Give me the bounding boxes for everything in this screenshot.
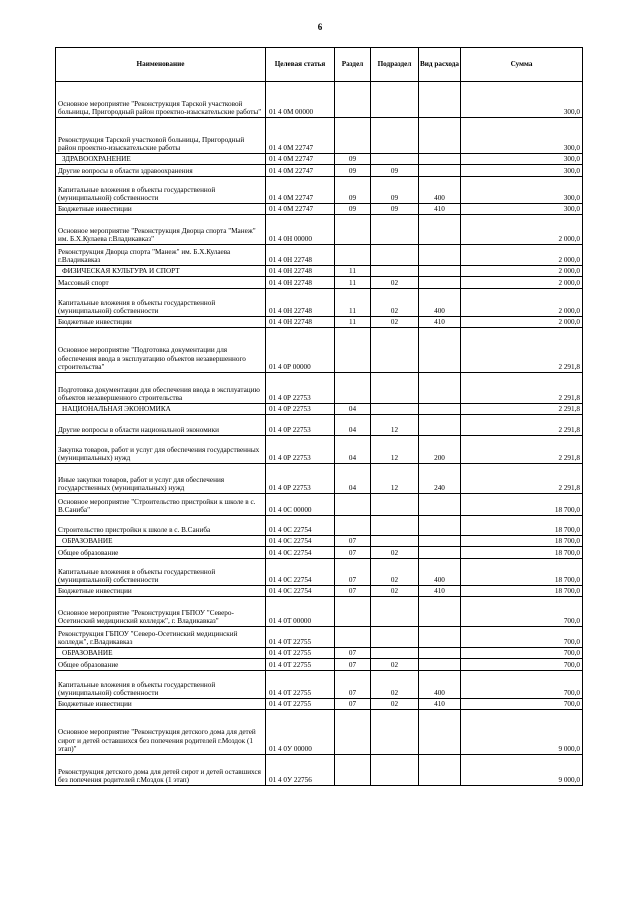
row-name-cell: Бюджетные инвестиции <box>56 204 266 215</box>
row-amount-cell: 18 700,0 <box>461 516 583 536</box>
row-name-cell: ОБРАЗОВАНИЕ <box>56 648 266 659</box>
row-subsection-cell <box>371 266 419 277</box>
row-target-cell: 01 4 0С 22754 <box>266 547 335 559</box>
row-section-cell: 07 <box>335 671 371 699</box>
row-amount-cell: 2 291,8 <box>461 404 583 415</box>
row-amount-cell: 700,0 <box>461 659 583 671</box>
table-row <box>56 165 583 177</box>
row-amount-cell: 18 700,0 <box>461 586 583 597</box>
row-expense-type-cell: 400 <box>419 559 461 586</box>
table-row <box>56 373 583 404</box>
row-expense-type-cell: 400 <box>419 177 461 204</box>
row-name-cell: Реконструкция детского дома для детей сирот и детей оставшихся без попечения родителей г.Моздок (1 этап) <box>56 755 266 786</box>
row-name-cell: Бюджетные инвестиции <box>56 699 266 710</box>
row-subsection-cell: 02 <box>371 659 419 671</box>
row-amount-cell: 700,0 <box>461 627 583 648</box>
table-row <box>56 245 583 266</box>
table-header-row <box>56 48 583 82</box>
row-name-cell: Основное мероприятие "Реконструкция Дворца спорта "Манеж" им. Б.Х.Кулаева г.Владикавказ" <box>56 215 266 245</box>
header-subsection: Подраздел <box>371 48 419 82</box>
row-subsection-cell <box>371 215 419 245</box>
header-name: Наименование <box>56 48 266 82</box>
row-section-cell <box>335 710 371 755</box>
row-section-cell: 11 <box>335 277 371 289</box>
row-target-cell: 01 4 0Р 22753 <box>266 436 335 464</box>
row-amount-cell: 2 291,8 <box>461 373 583 404</box>
row-subsection-cell <box>371 536 419 547</box>
row-target-cell: 01 4 0М 22747 <box>266 118 335 154</box>
row-subsection-cell: 09 <box>371 204 419 215</box>
row-expense-type-cell <box>419 755 461 786</box>
row-section-cell: 09 <box>335 154 371 165</box>
row-target-cell: 01 4 0Т 00000 <box>266 597 335 627</box>
row-expense-type-cell <box>419 82 461 118</box>
row-amount-cell: 9 000,0 <box>461 710 583 755</box>
row-name-cell: Закупка товаров, работ и услуг для обеспечения государственных (муниципальных) нужд <box>56 436 266 464</box>
table-row <box>56 204 583 215</box>
row-subsection-cell: 02 <box>371 547 419 559</box>
row-expense-type-cell <box>419 404 461 415</box>
row-section-cell: 04 <box>335 404 371 415</box>
row-section-cell: 11 <box>335 289 371 317</box>
table-row <box>56 559 583 586</box>
row-section-cell: 04 <box>335 464 371 494</box>
row-name-cell: Основное мероприятие "Реконструкция ГБПОУ "Северо-Осетинский медицинский колледж", г. Владикавказ" <box>56 597 266 627</box>
table-row <box>56 436 583 464</box>
row-amount-cell: 300,0 <box>461 82 583 118</box>
row-target-cell: 01 4 0С 22754 <box>266 516 335 536</box>
row-section-cell <box>335 627 371 648</box>
row-section-cell: 07 <box>335 648 371 659</box>
row-section-cell <box>335 82 371 118</box>
row-expense-type-cell: 410 <box>419 586 461 597</box>
row-expense-type-cell <box>419 627 461 648</box>
budget-table <box>55 47 583 786</box>
row-subsection-cell: 02 <box>371 586 419 597</box>
row-name-cell: Бюджетные инвестиции <box>56 317 266 328</box>
table-row <box>56 118 583 154</box>
row-section-cell: 09 <box>335 165 371 177</box>
table-row <box>56 266 583 277</box>
row-name-cell: Общее образование <box>56 547 266 559</box>
row-target-cell: 01 4 0Т 22755 <box>266 648 335 659</box>
row-subsection-cell <box>371 118 419 154</box>
row-subsection-cell <box>371 245 419 266</box>
row-subsection-cell: 12 <box>371 415 419 436</box>
row-expense-type-cell <box>419 373 461 404</box>
row-section-cell <box>335 245 371 266</box>
row-name-cell: Реконструкция ГБПОУ "Северо-Осетинский медицинский колледж", г.Владикавказ <box>56 627 266 648</box>
row-amount-cell: 18 700,0 <box>461 559 583 586</box>
row-expense-type-cell <box>419 415 461 436</box>
header-section: Раздел <box>335 48 371 82</box>
row-name-cell: Реконструкция Дворца спорта "Манеж" им. Б.Х.Кулаева г.Владикавказ <box>56 245 266 266</box>
row-target-cell: 01 4 0М 22747 <box>266 177 335 204</box>
row-target-cell: 01 4 0Н 00000 <box>266 215 335 245</box>
row-expense-type-cell <box>419 516 461 536</box>
row-name-cell: Основное мероприятие "Строительство пристройки к школе в с. В.Саниба" <box>56 494 266 516</box>
row-subsection-cell: 02 <box>371 289 419 317</box>
row-amount-cell: 18 700,0 <box>461 494 583 516</box>
row-subsection-cell <box>371 710 419 755</box>
row-amount-cell: 2 291,8 <box>461 328 583 373</box>
row-target-cell: 01 4 0Н 22748 <box>266 289 335 317</box>
row-target-cell: 01 4 0С 22754 <box>266 536 335 547</box>
row-target-cell: 01 4 0С 22754 <box>266 586 335 597</box>
row-amount-cell: 700,0 <box>461 597 583 627</box>
row-name-cell: Реконструкция Тарской участковой больницы, Пригородный район проектно-изыскательские работы <box>56 118 266 154</box>
row-amount-cell: 300,0 <box>461 154 583 165</box>
row-section-cell: 07 <box>335 536 371 547</box>
row-name-cell: ФИЗИЧЕСКАЯ КУЛЬТУРА И СПОРТ <box>56 266 266 277</box>
row-section-cell <box>335 516 371 536</box>
row-expense-type-cell <box>419 118 461 154</box>
row-amount-cell: 700,0 <box>461 699 583 710</box>
row-section-cell <box>335 597 371 627</box>
row-amount-cell: 300,0 <box>461 165 583 177</box>
table-row <box>56 627 583 648</box>
row-subsection-cell <box>371 82 419 118</box>
row-target-cell: 01 4 0М 22747 <box>266 154 335 165</box>
row-amount-cell: 2 000,0 <box>461 317 583 328</box>
table-row <box>56 699 583 710</box>
row-name-cell: ОБРАЗОВАНИЕ <box>56 536 266 547</box>
row-target-cell: 01 4 0С 22754 <box>266 559 335 586</box>
header-expense-type: Вид расхода <box>419 48 461 82</box>
table-row <box>56 586 583 597</box>
row-section-cell: 11 <box>335 266 371 277</box>
row-expense-type-cell: 410 <box>419 204 461 215</box>
table-row <box>56 215 583 245</box>
row-name-cell: Капитальные вложения в объекты государственной (муниципальной) собственности <box>56 671 266 699</box>
row-expense-type-cell <box>419 154 461 165</box>
row-target-cell: 01 4 0Р 22753 <box>266 373 335 404</box>
row-target-cell: 01 4 0Н 22748 <box>266 277 335 289</box>
row-amount-cell: 2 291,8 <box>461 415 583 436</box>
row-subsection-cell <box>371 373 419 404</box>
row-target-cell: 01 4 0У 22756 <box>266 755 335 786</box>
row-subsection-cell <box>371 627 419 648</box>
table-row <box>56 277 583 289</box>
table-row <box>56 317 583 328</box>
row-subsection-cell: 02 <box>371 671 419 699</box>
row-section-cell: 11 <box>335 317 371 328</box>
row-expense-type-cell <box>419 266 461 277</box>
table-row <box>56 494 583 516</box>
row-section-cell: 04 <box>335 436 371 464</box>
row-subsection-cell <box>371 494 419 516</box>
row-name-cell: Основное мероприятие "Подготовка документации для обеспечения ввода в эксплуатацию объектов незавершенного строительства" <box>56 328 266 373</box>
table-body <box>56 82 583 786</box>
row-subsection-cell: 02 <box>371 699 419 710</box>
row-section-cell <box>335 328 371 373</box>
row-amount-cell: 9 000,0 <box>461 755 583 786</box>
row-section-cell <box>335 118 371 154</box>
row-section-cell: 07 <box>335 547 371 559</box>
table-row <box>56 154 583 165</box>
row-subsection-cell: 02 <box>371 559 419 586</box>
row-amount-cell: 700,0 <box>461 671 583 699</box>
row-expense-type-cell <box>419 710 461 755</box>
row-expense-type-cell: 400 <box>419 671 461 699</box>
row-target-cell: 01 4 0Р 00000 <box>266 328 335 373</box>
table-row <box>56 659 583 671</box>
row-amount-cell: 2 000,0 <box>461 266 583 277</box>
row-target-cell: 01 4 0Т 22755 <box>266 659 335 671</box>
row-expense-type-cell: 410 <box>419 699 461 710</box>
row-target-cell: 01 4 0Н 22748 <box>266 266 335 277</box>
row-expense-type-cell: 410 <box>419 317 461 328</box>
row-name-cell: Массовый спорт <box>56 277 266 289</box>
row-name-cell: Капитальные вложения в объекты государственной (муниципальной) собственности <box>56 289 266 317</box>
row-name-cell: НАЦИОНАЛЬНАЯ ЭКОНОМИКА <box>56 404 266 415</box>
row-expense-type-cell <box>419 328 461 373</box>
row-expense-type-cell <box>419 597 461 627</box>
row-section-cell: 09 <box>335 204 371 215</box>
row-amount-cell: 2 000,0 <box>461 215 583 245</box>
row-name-cell: Капитальные вложения в объекты государственной (муниципальной) собственности <box>56 177 266 204</box>
row-target-cell: 01 4 0М 00000 <box>266 82 335 118</box>
row-name-cell: Иные закупки товаров, работ и услуг для обеспечения государственных (муниципальных) нужд <box>56 464 266 494</box>
row-section-cell <box>335 755 371 786</box>
row-subsection-cell: 09 <box>371 177 419 204</box>
row-subsection-cell: 12 <box>371 436 419 464</box>
row-amount-cell: 300,0 <box>461 118 583 154</box>
row-expense-type-cell <box>419 215 461 245</box>
row-section-cell <box>335 373 371 404</box>
row-subsection-cell <box>371 755 419 786</box>
row-expense-type-cell: 240 <box>419 464 461 494</box>
row-expense-type-cell <box>419 547 461 559</box>
row-section-cell: 07 <box>335 699 371 710</box>
row-amount-cell: 2 000,0 <box>461 245 583 266</box>
table-row <box>56 671 583 699</box>
table-row <box>56 536 583 547</box>
row-name-cell: Общее образование <box>56 659 266 671</box>
row-subsection-cell <box>371 648 419 659</box>
page-number: 6 <box>317 22 323 32</box>
table-row <box>56 464 583 494</box>
row-amount-cell: 2 000,0 <box>461 289 583 317</box>
row-amount-cell: 2 000,0 <box>461 277 583 289</box>
row-target-cell: 01 4 0Т 22755 <box>266 699 335 710</box>
row-target-cell: 01 4 0М 22747 <box>266 165 335 177</box>
table-row <box>56 82 583 118</box>
row-expense-type-cell: 400 <box>419 289 461 317</box>
table-row <box>56 177 583 204</box>
row-expense-type-cell <box>419 648 461 659</box>
table-row <box>56 289 583 317</box>
table-row <box>56 648 583 659</box>
row-subsection-cell: 12 <box>371 464 419 494</box>
row-expense-type-cell <box>419 659 461 671</box>
row-target-cell: 01 4 0Н 22748 <box>266 245 335 266</box>
table-row <box>56 415 583 436</box>
row-amount-cell: 2 291,8 <box>461 464 583 494</box>
row-section-cell: 07 <box>335 659 371 671</box>
row-subsection-cell <box>371 328 419 373</box>
row-target-cell: 01 4 0Р 22753 <box>266 464 335 494</box>
row-target-cell: 01 4 0Р 22753 <box>266 404 335 415</box>
row-target-cell: 01 4 0У 00000 <box>266 710 335 755</box>
row-expense-type-cell <box>419 277 461 289</box>
row-name-cell: Строительство пристройки к школе в с. В.Саниба <box>56 516 266 536</box>
row-section-cell: 04 <box>335 415 371 436</box>
row-section-cell <box>335 215 371 245</box>
row-subsection-cell <box>371 597 419 627</box>
row-target-cell: 01 4 0Н 22748 <box>266 317 335 328</box>
row-name-cell: Капитальные вложения в объекты государственной (муниципальной) собственности <box>56 559 266 586</box>
table-row <box>56 328 583 373</box>
row-amount-cell: 2 291,8 <box>461 436 583 464</box>
header-target: Целевая статья <box>266 48 335 82</box>
row-section-cell: 07 <box>335 586 371 597</box>
row-amount-cell: 300,0 <box>461 204 583 215</box>
row-subsection-cell <box>371 154 419 165</box>
row-expense-type-cell <box>419 165 461 177</box>
row-amount-cell: 700,0 <box>461 648 583 659</box>
table-row <box>56 755 583 786</box>
row-name-cell: Другие вопросы в области здравоохранения <box>56 165 266 177</box>
table-row <box>56 404 583 415</box>
table-row <box>56 547 583 559</box>
table-row <box>56 710 583 755</box>
table-row <box>56 597 583 627</box>
row-subsection-cell: 02 <box>371 277 419 289</box>
row-subsection-cell: 09 <box>371 165 419 177</box>
row-target-cell: 01 4 0С 00000 <box>266 494 335 516</box>
row-name-cell: Подготовка документации для обеспечения ввода в эксплуатацию объектов незавершенного строительства <box>56 373 266 404</box>
row-section-cell <box>335 494 371 516</box>
row-subsection-cell <box>371 404 419 415</box>
row-amount-cell: 300,0 <box>461 177 583 204</box>
row-section-cell: 09 <box>335 177 371 204</box>
row-target-cell: 01 4 0М 22747 <box>266 204 335 215</box>
row-expense-type-cell <box>419 536 461 547</box>
row-name-cell: Другие вопросы в области национальной экономики <box>56 415 266 436</box>
row-name-cell: Основное мероприятие "Реконструкция детского дома для детей сирот и детей оставшихся без попечения родителей г.Моздок (1 этап)" <box>56 710 266 755</box>
row-amount-cell: 18 700,0 <box>461 547 583 559</box>
row-target-cell: 01 4 0Р 22753 <box>266 415 335 436</box>
row-expense-type-cell: 200 <box>419 436 461 464</box>
row-expense-type-cell <box>419 245 461 266</box>
header-amount: Сумма <box>461 48 583 82</box>
table-row <box>56 516 583 536</box>
row-section-cell: 07 <box>335 559 371 586</box>
row-subsection-cell: 02 <box>371 317 419 328</box>
row-target-cell: 01 4 0Т 22755 <box>266 671 335 699</box>
row-name-cell: ЗДРАВООХРАНЕНИЕ <box>56 154 266 165</box>
row-name-cell: Бюджетные инвестиции <box>56 586 266 597</box>
row-name-cell: Основное мероприятие "Реконструкция Тарской участковой больницы, Пригородный район проектно-изыскательские работы" <box>56 82 266 118</box>
row-target-cell: 01 4 0Т 22755 <box>266 627 335 648</box>
row-amount-cell: 18 700,0 <box>461 536 583 547</box>
row-subsection-cell <box>371 516 419 536</box>
row-expense-type-cell <box>419 494 461 516</box>
